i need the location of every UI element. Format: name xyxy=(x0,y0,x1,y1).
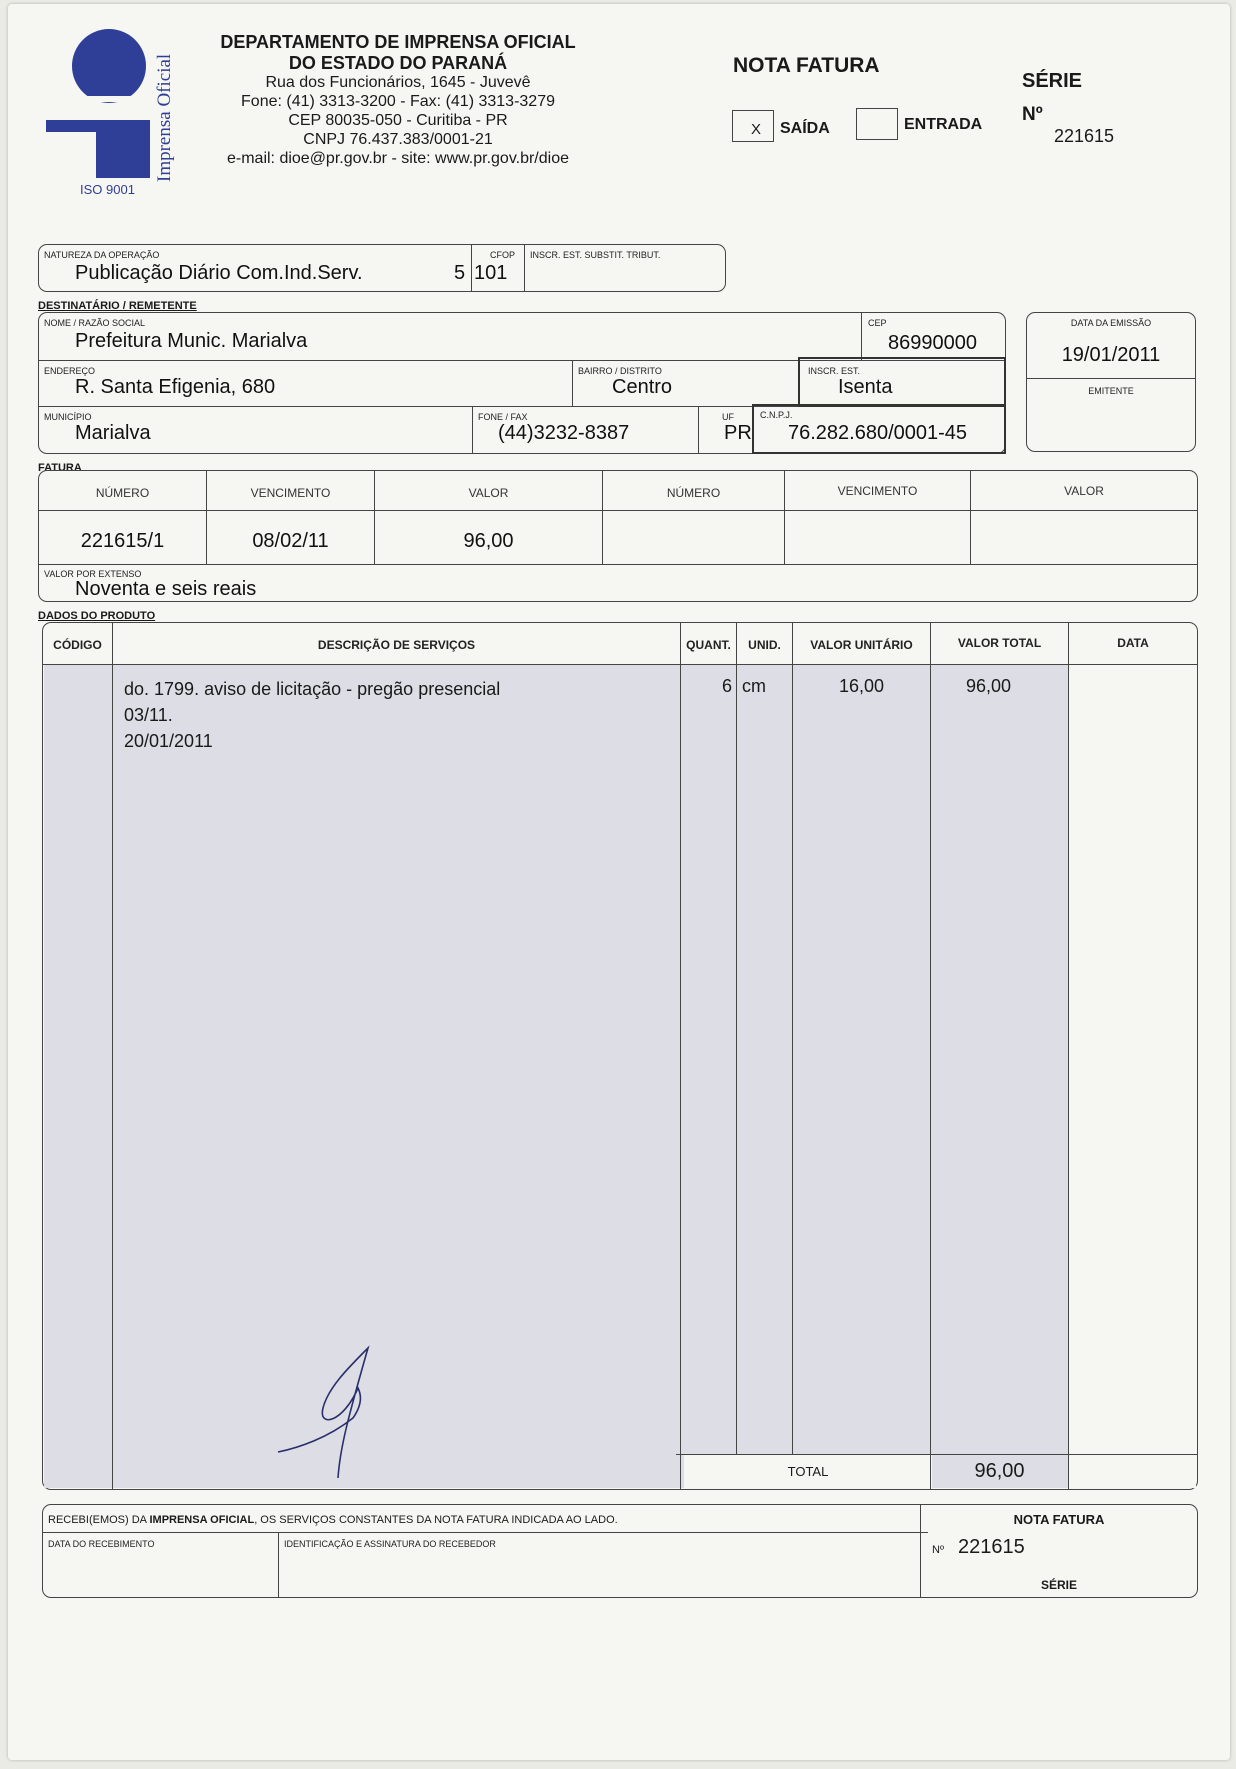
item-desc-line1: do. 1799. aviso de licitação - pregão presencial xyxy=(124,679,501,699)
org-phone: Fone: (41) 3313-3200 - Fax: (41) 3313-3279 xyxy=(241,93,555,110)
org-name-line1: DEPARTAMENTO DE IMPRENSA OFICIAL xyxy=(220,32,576,52)
fatura-header-vencimento-2: VENCIMENTO xyxy=(837,484,918,498)
municipio-value: Marialva xyxy=(75,422,151,444)
saida-label: SAÍDA xyxy=(780,120,830,137)
fatura-numero: 221615/1 xyxy=(80,530,165,552)
inscr-value: Isenta xyxy=(838,376,893,398)
fatura-header-numero-2: NÚMERO xyxy=(666,486,721,500)
cfop-value-b: 101 xyxy=(474,262,508,284)
natureza-label: NATUREZA DA OPERAÇÃO xyxy=(44,250,160,260)
fatura-vencimento: 08/02/11 xyxy=(252,530,329,552)
data-emissao-value: 19/01/2011 xyxy=(1061,344,1161,366)
fone-label: FONE / FAX xyxy=(478,412,528,422)
fatura-header-valor-2: VALOR xyxy=(1064,484,1104,498)
col-header-quant: QUANT. xyxy=(686,638,731,652)
numero-label: Nº xyxy=(1022,104,1043,125)
item-quant: 6 xyxy=(721,676,732,696)
emissao-box xyxy=(1026,312,1196,452)
fatura-valor: 96,00 xyxy=(463,530,514,552)
col-header-valor-unitario: VALOR UNITÁRIO xyxy=(810,638,913,652)
col-header-data: DATA xyxy=(1117,636,1149,650)
col-header-valor-total: VALOR TOTAL xyxy=(957,636,1042,650)
total-value: 96,00 xyxy=(974,1460,1025,1482)
fatura-header-numero-1: NÚMERO xyxy=(95,486,150,500)
recibo-statement xyxy=(48,1514,618,1526)
recibo-statement-post: , OS SERVIÇOS CONSTANTES DA NOTA FATURA INDICADA AO LADO. xyxy=(254,1514,618,1526)
cnpj-label: C.N.P.J. xyxy=(760,410,793,420)
recibo-statement-bold: IMPRENSA OFICIAL xyxy=(149,1514,255,1526)
org-header xyxy=(198,32,598,168)
org-address: Rua dos Funcionários, 1645 - Juvevê xyxy=(265,74,531,91)
item-valor-unitario: 16,00 xyxy=(838,676,885,696)
nome-value: Prefeitura Munic. Marialva xyxy=(75,330,308,352)
endereco-value: R. Santa Efigenia, 680 xyxy=(75,376,276,398)
col-header-descricao: DESCRIÇÃO DE SERVIÇOS xyxy=(317,638,476,652)
recibo-statement-pre: RECEBI(EMOS) DA xyxy=(48,1514,150,1526)
emitente-label: EMITENTE xyxy=(1088,386,1134,396)
recibo-numero: 221615 xyxy=(958,1536,1025,1558)
item-unid: cm xyxy=(742,676,766,696)
entrada-checkbox[interactable] xyxy=(856,108,898,140)
cfop-value-a: 5 xyxy=(454,262,466,284)
item-description xyxy=(124,676,500,754)
col-header-codigo: CÓDIGO xyxy=(53,638,102,652)
natureza-value: Publicação Diário Com.Ind.Serv. xyxy=(75,262,363,284)
item-desc-line3: 20/01/2011 xyxy=(124,731,213,751)
data-emissao-label: DATA DA EMISSÃO xyxy=(1070,318,1152,328)
serie-label: SÉRIE xyxy=(1022,70,1083,92)
uf-value: PR xyxy=(724,422,752,444)
bairro-label: BAIRRO / DISTRITO xyxy=(578,366,662,376)
fatura-header-vencimento-1: VENCIMENTO xyxy=(250,486,331,500)
endereco-label: ENDEREÇO xyxy=(44,366,96,376)
identificacao-label: IDENTIFICAÇÃO E ASSINATURA DO RECEBEDOR xyxy=(284,1539,496,1549)
cfop-label: CFOP xyxy=(490,250,516,260)
data-recebimento-label: DATA DO RECEBIMENTO xyxy=(48,1539,155,1549)
org-name-line2: DO ESTADO DO PARANÁ xyxy=(288,53,508,73)
extenso-value: Noventa e seis reais xyxy=(75,578,257,600)
iso-label: ISO 9001 xyxy=(80,182,135,197)
invoice-page xyxy=(8,4,1230,1760)
inscr-label: INSCR. EST. xyxy=(808,366,861,376)
uf-label: UF xyxy=(722,412,734,422)
fatura-section-label: FATURA xyxy=(38,462,82,474)
invoice-number: 221615 xyxy=(1054,126,1115,146)
recibo-serie-label: SÉRIE xyxy=(1040,1578,1077,1592)
saida-checkbox[interactable] xyxy=(732,110,774,142)
entrada-label: ENTRADA xyxy=(904,116,983,133)
inscr-est-box xyxy=(798,357,1006,407)
item-valor-total: 96,00 xyxy=(965,676,1012,696)
cep-label: CEP xyxy=(868,318,887,328)
recibo-numero-label: Nº xyxy=(932,1544,944,1556)
recibo-nf-label: NOTA FATURA xyxy=(1013,1512,1105,1527)
municipio-label: MUNICÍPIO xyxy=(44,412,92,422)
doc-title: NOTA FATURA xyxy=(733,54,880,77)
fatura-header-valor-1: VALOR xyxy=(468,486,509,500)
col-header-unid: UNID. xyxy=(748,638,781,652)
produto-section-label: DADOS DO PRODUTO xyxy=(38,610,156,622)
cnpj-value: 76.282.680/0001-45 xyxy=(788,422,968,444)
item-desc-line2: 03/11. xyxy=(124,705,173,725)
extenso-label: VALOR POR EXTENSO xyxy=(44,569,142,579)
inscr-subst-label: INSCR. EST. SUBSTIT. TRIBUT. xyxy=(530,250,661,260)
org-cep: CEP 80035-050 - Curitiba - PR xyxy=(288,112,508,129)
bairro-value: Centro xyxy=(612,376,673,398)
nome-label: NOME / RAZÃO SOCIAL xyxy=(44,318,146,328)
total-blank-cell xyxy=(1070,1455,1196,1488)
org-cnpj: CNPJ 76.437.383/0001-21 xyxy=(303,131,493,148)
produto-body-fill xyxy=(44,664,1068,1488)
saida-checkmark: X xyxy=(751,121,762,138)
total-label: TOTAL xyxy=(787,1464,829,1479)
fone-value: (44)3232-8387 xyxy=(498,422,630,444)
org-contact: e-mail: dioe@pr.gov.br - site: www.pr.gov.br/dioe xyxy=(226,150,569,167)
cep-value: 86990000 xyxy=(888,332,977,354)
destinatario-section-label: DESTINATÁRIO / REMETENTE xyxy=(38,300,197,312)
logo-vertical-text: Imprensa Oficial xyxy=(154,53,175,182)
handwritten-signature xyxy=(268,1328,428,1488)
